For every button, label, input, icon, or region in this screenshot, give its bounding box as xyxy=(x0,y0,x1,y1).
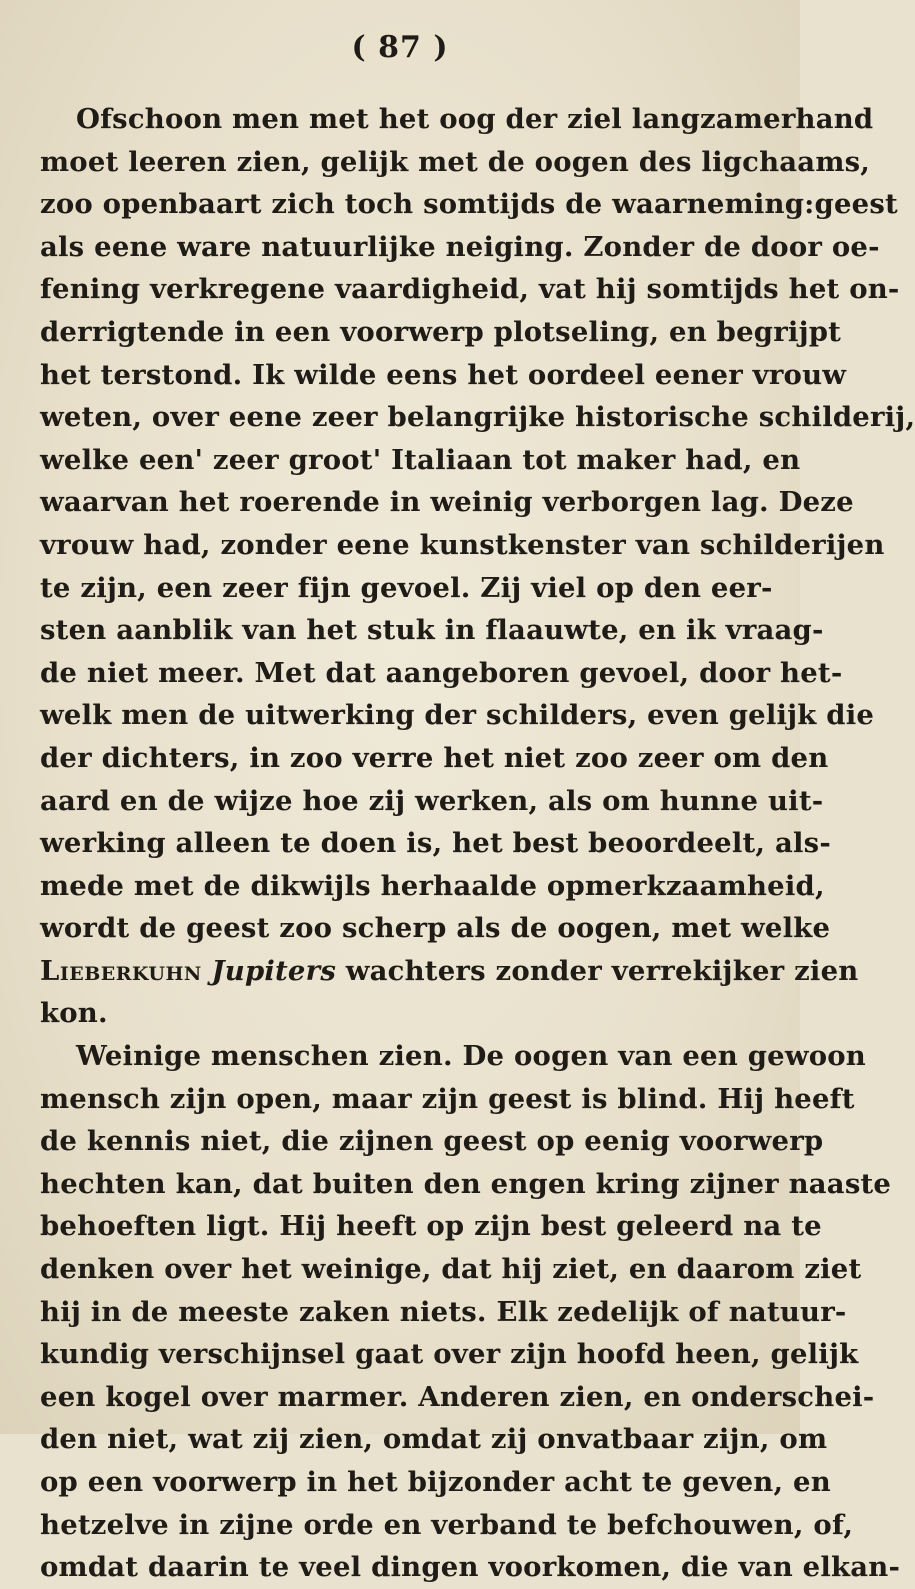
text-line: mensch zijn open, maar zijn geest is blind. Hij heeft xyxy=(40,1082,855,1115)
person-name: Lieberkuhn xyxy=(40,954,202,987)
text-line: moet leeren zien, gelijk met de oogen des ligchaams, xyxy=(40,145,871,178)
text-line: kon. xyxy=(40,997,108,1030)
text-line: hechten kan, dat buiten den engen kring zijner naaste xyxy=(40,1167,892,1200)
line-rest: wachters zonder verrekijker zien xyxy=(345,954,859,987)
text-line: als eene ware natuurlijke neiging. Zonder de door oe- xyxy=(40,230,880,263)
text-line: hetzelve in zijne orde en verband te befchouwen, of, xyxy=(40,1508,854,1541)
text-line: hij in de meeste zaken niets. Elk zedelijk of natuur- xyxy=(40,1295,847,1328)
paragraph-2 xyxy=(40,1035,901,1589)
text-line: Weinige menschen zien. De oogen van een gewoon xyxy=(76,1040,866,1073)
text-line: omdat daarin te veel dingen voorkomen, die van elkan- xyxy=(40,1551,901,1584)
text-line: werking alleen te doen is, het best beoordeelt, als- xyxy=(40,827,831,860)
text-line: weten, over eene zeer belangrijke historische schilderij, xyxy=(40,401,915,434)
text-line: kundig verschijnsel gaat over zijn hoofd heen, gelijk xyxy=(40,1338,859,1371)
text-line: mede met de dikwijls herhaalde opmerkzaamheid, xyxy=(40,869,825,902)
italic-word: Jupiters xyxy=(211,954,336,987)
text-line: zoo openbaart zich toch somtijds de waarneming:geest xyxy=(40,188,898,221)
text-line: derrigtende in een voorwerp plotseling, en begrijpt xyxy=(40,315,842,348)
paragraph-1 xyxy=(40,98,915,1035)
text-line: de kennis niet, die zijnen geest op eenig voorwerp xyxy=(40,1125,824,1158)
text-line: vrouw had, zonder eene kunstkenster van schilderijen xyxy=(40,528,885,561)
text-line: behoeften ligt. Hij heeft op zijn best geleerd na te xyxy=(40,1210,822,1243)
text-line: een kogel over marmer. Anderen zien, en onderschei- xyxy=(40,1380,875,1413)
text-line-with-name xyxy=(40,950,859,993)
text-line: welke een' zeer groot' Italiaan tot maker had, en xyxy=(40,443,801,476)
text-line: het terstond. Ik wilde eens het oordeel eener vrouw xyxy=(40,358,847,391)
text-line: de niet meer. Met dat aangeboren gevoel, door het- xyxy=(40,656,843,689)
text-line: denken over het weinige, dat hij ziet, en daarom ziet xyxy=(40,1253,862,1286)
text-line: den niet, wat zij zien, omdat zij onvatbaar zijn, om xyxy=(40,1423,828,1456)
text-line: aard en de wijze hoe zij werken, als om hunne uit- xyxy=(40,784,824,817)
text-line: fening verkregene vaardigheid, vat hij somtijds het on- xyxy=(40,273,900,306)
text-line: Ofschoon men met het oog der ziel langzamerhand xyxy=(76,103,874,135)
text-line: op een voorwerp in het bijzonder acht te geven, en xyxy=(40,1466,831,1498)
text-line: te zijn, een zeer fijn gevoel. Zij viel op den eer- xyxy=(40,571,773,604)
body-text xyxy=(40,98,915,1589)
text-line: wordt de geest zoo scherp als de oogen, met welke xyxy=(40,912,831,945)
text-line: der dichters, in zoo verre het niet zoo zeer om den xyxy=(40,741,829,774)
page-number: ( 87 ) xyxy=(351,30,449,65)
text-line: welk men de uitwerking der schilders, even gelijk die xyxy=(40,699,875,732)
text-line: waarvan het roerende in weinig verborgen lag. Deze xyxy=(40,486,854,519)
text-line: sten aanblik van het stuk in flaauwte, en ik vraag- xyxy=(40,614,824,647)
